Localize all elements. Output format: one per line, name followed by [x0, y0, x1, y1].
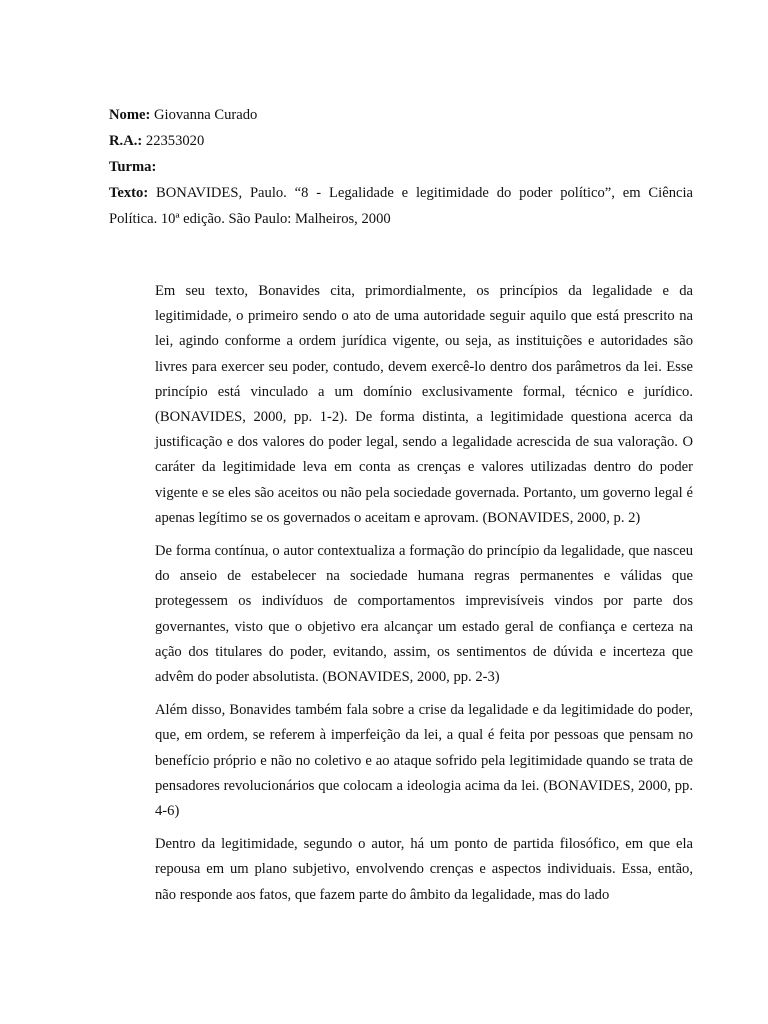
texto-value: BONAVIDES, Paulo. “8 - Legalidade e legitimidade do poder político”, em Ciência Política. 10ª edição. São Paulo: Malheiros, 2000	[109, 185, 693, 227]
paragraph: Em seu texto, Bonavides cita, primordialmente, os princípios da legalidade e da legitimidade, o primeiro sendo o ato de uma autoridade seguir aquilo que está prescrito na lei, agindo conforme a ordem jurídica vigente, ou seja, as instituições e autoridades são livres para exercer seu poder, contudo, devem exercê-lo dentro dos parâmetros da lei. Esse princípio está vinculado a um domínio exclusivamente formal, técnico e jurídico. (BONAVIDES, 2000, pp. 1-2). De forma distinta, a legitimidade questiona acerca da justificação e dos valores do poder legal, sendo a legalidade acrescida de sua valoração. O caráter da legitimidade leva em conta as crenças e valores utilizadas dentro do poder vigente e se eles são aceitos ou não pela sociedade governada. Portanto, um governo legal é apenas legítimo se os governados o aceitam e aprovam. (BONAVIDES, 2000, p. 2)	[155, 283, 693, 526]
name-line	[109, 102, 693, 128]
ra-line	[109, 128, 693, 154]
ra-value: 22353020	[142, 133, 205, 149]
texto-label: Texto:	[109, 185, 149, 201]
paragraph: Além disso, Bonavides também fala sobre a crise da legalidade e da legitimidade do poder, que, em ordem, se referem à imperfeição da lei, a qual é feita por pessoas que pensam no benefício próprio e não no coletivo e ao ataque sofrido pela legitimidade quando se trata de pensadores revolucionários que colocam a ideologia acima da lei. (BONAVIDES, 2000, pp. 4-6)	[155, 702, 693, 820]
name-value: Giovanna Curado	[150, 107, 258, 123]
texto-line	[109, 180, 693, 232]
paragraph: Dentro da legitimidade, segundo o autor, há um ponto de partida filosófico, em que ela repousa em um plano subjetivo, envolvendo crenças e aspectos individuais. Essa, então, não responde aos fatos, que fazem parte do âmbito da legalidade, mas do lado	[155, 836, 693, 903]
turma-label: Turma:	[109, 159, 157, 175]
paragraph: De forma contínua, o autor contextualiza a formação do princípio da legalidade, que nasceu do anseio de estabelecer na sociedade humana regras permanentes e válidas que protegessem os indivíduos de comportamentos imprevisíveis vindos por parte dos governantes, visto que o objetivo era alcançar um estado geral de confiança e certeza na ação dos titulares do poder, evitando, assim, os sentimentos de dúvida e incerteza que advêm do poder absolutista. (BONAVIDES, 2000, pp. 2-3)	[155, 543, 693, 686]
ra-label: R.A.:	[109, 133, 143, 149]
name-label: Nome:	[109, 107, 151, 123]
document-header	[109, 102, 693, 232]
turma-line	[109, 154, 693, 180]
document-body	[155, 279, 693, 916]
